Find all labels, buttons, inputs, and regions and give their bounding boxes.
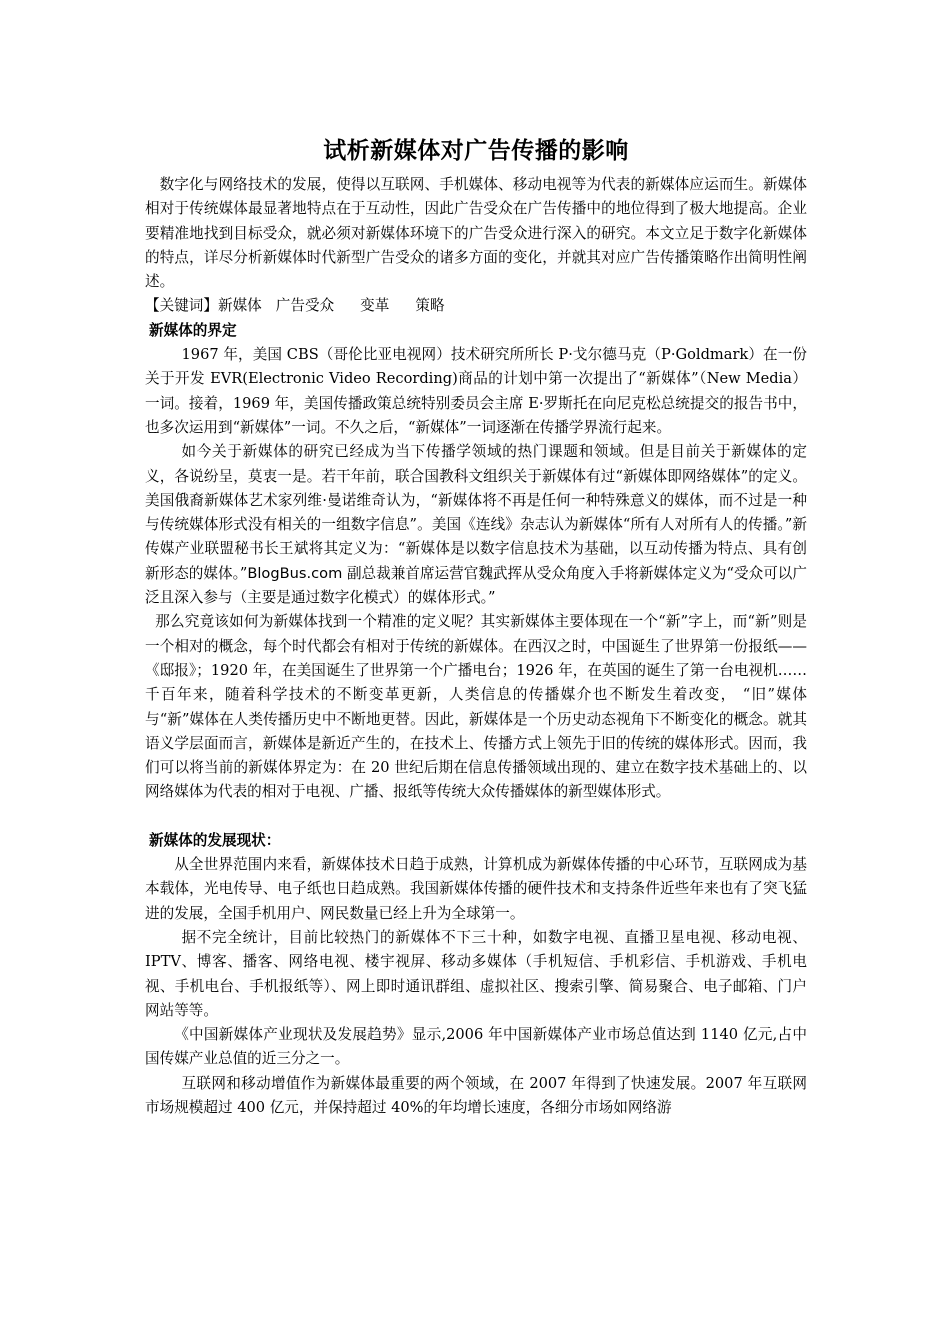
paragraph-text: 副总裁兼首席运营官魏武挥从受众角度入手将新媒体定义为“受众可以广泛且深入参与（主要是通过数字化模式）的媒体形式。” xyxy=(145,564,807,607)
keyword-item: 新媒体 xyxy=(217,297,262,315)
body-paragraph: 1967 年，美国 CBS（哥伦比亚电视网）技术研究所所长 P·戈尔德马克（P·Goldmark）在一份关于开发 EVR(Electronic Video Recording)商品的计划中第一次提出了“新媒体”（New Media）一词。接着，1969 年，美国传播政策总统特别委员会主席 E·罗斯托在向尼克松总统提交的报告书中，也多次运用到“新媒体”一词。不久之后，“新媒体”一词逐渐在传播学界流行起来。 xyxy=(145,346,807,436)
keyword-item: 广告受众 xyxy=(275,297,335,315)
body-paragraph: 《中国新媒体产业现状及发展趋势》显示,2006 年中国新媒体产业市场总值达到 1140 亿元,占中国传媒产业总值的近三分之一。 xyxy=(145,1026,807,1068)
paragraph-spacer xyxy=(145,805,807,829)
body-paragraph: 那么究竟该如何为新媒体找到一个精准的定义呢？其实新媒体主要体现在一个“新”字上，而“新”则是一个相对的概念，每个时代都会有相对于传统的新媒体。在西汉之时，中国诞生了世界第一份报纸——《邸报》；1920 年，在美国诞生了世界第一个广播电台；1926 年，在英国的诞生了第一台电视机……千百年来，随着科学技术的不断变革更新，人类信息的传播媒介也不断发生着改变， “旧”媒体与“新”媒体在人类传播历史中不断地更替。因此，新媒体是一个历史动态视角下不断变化的概念。就其语义学层面而言，新媒体是新近产生的，在技术上、传播方式上领先于旧的传统的媒体形式。因而，我们可以将当前的新媒体界定为：在 20 世纪后期在信息传播领域出现的、建立在数字技术基础上的、以网络媒体为代表的相对于电视、广播、报纸等传统大众传播媒体的新型媒体形式。 xyxy=(145,613,807,801)
section-heading-status: 新媒体的发展现状： xyxy=(149,831,281,849)
brand-name: BlogBus.com xyxy=(247,564,343,582)
keywords-line xyxy=(145,294,807,318)
keyword-item: 变革 xyxy=(360,297,390,315)
body-paragraph: 从全世界范围内来看，新媒体技术日趋于成熟，计算机成为新媒体传播的中心环节，互联网成为基本载体，光电传导、电子纸也日趋成熟。我国新媒体传播的硬件技术和支持条件近些年来也有了突飞猛进的发展，全国手机用户、网民数量已经上升为全球第一。 xyxy=(145,856,807,922)
abstract-paragraph: 数字化与网络技术的发展，使得以互联网、手机媒体、移动电视等为代表的新媒体应运而生。新媒体相对于传统媒体最显著地特点在于互动性，因此广告受众在广告传播中的地位得到了极大地提高。企业要精准地找到目标受众，就必须对新媒体环境下的广告受众进行深入的研究。本文立足于数字化新媒体的特点，详尽分析新媒体时代新型广告受众的诸多方面的变化，并就其对应广告传播策略作出简明性阐述。 xyxy=(145,176,807,291)
body-paragraph: 据不完全统计，目前比较热门的新媒体不下三十种，如数字电视、直播卫星电视、移动电视、IPTV、博客、播客、网络电视、楼宇视屏、移动多媒体（手机短信、手机彩信、手机游戏、手机电视、手机电台、手机报纸等）、网上即时通讯群组、虚拟社区、搜索引擎、简易聚合、电子邮箱、门户网站等等。 xyxy=(145,928,807,1019)
keyword-item: 策略 xyxy=(415,297,445,315)
body-paragraph: 互联网和移动增值作为新媒体最重要的两个领域，在 2007 年得到了快速发展。2007 年互联网市场规模超过 400 亿元，并保持超过 40%的年均增长速度，各细分市场如网络游 xyxy=(145,1074,807,1116)
keywords-label: 【关键词】 xyxy=(145,297,218,315)
paragraph-text: 如今关于新媒体的研究已经成为当下传播学领域的热门课题和领域。但是目前关于新媒体的定义，各说纷呈，莫衷一是。若干年前，联合国教科文组织关于新媒体有过“新媒体即网络媒体”的定义。美国俄裔新媒体艺术家列维·曼诺维奇认为，“新媒体将不再是任何一种特殊意义的媒体，而不过是一种与传统媒体形式没有相关的一组数字信息”。美国《连线》杂志认为新媒体“所有人对所有人的传播。”新传媒产业联盟秘书长王斌将其定义为：“新媒体是以数字信息技术为基础，以互动传播为特点、具有创新形态的媒体。” xyxy=(145,443,807,582)
document-title: 试析新媒体对广告传播的影响 xyxy=(323,137,629,164)
document-page xyxy=(145,132,807,1120)
section-heading-definition: 新媒体的界定 xyxy=(149,321,237,339)
body-paragraph xyxy=(145,440,807,610)
